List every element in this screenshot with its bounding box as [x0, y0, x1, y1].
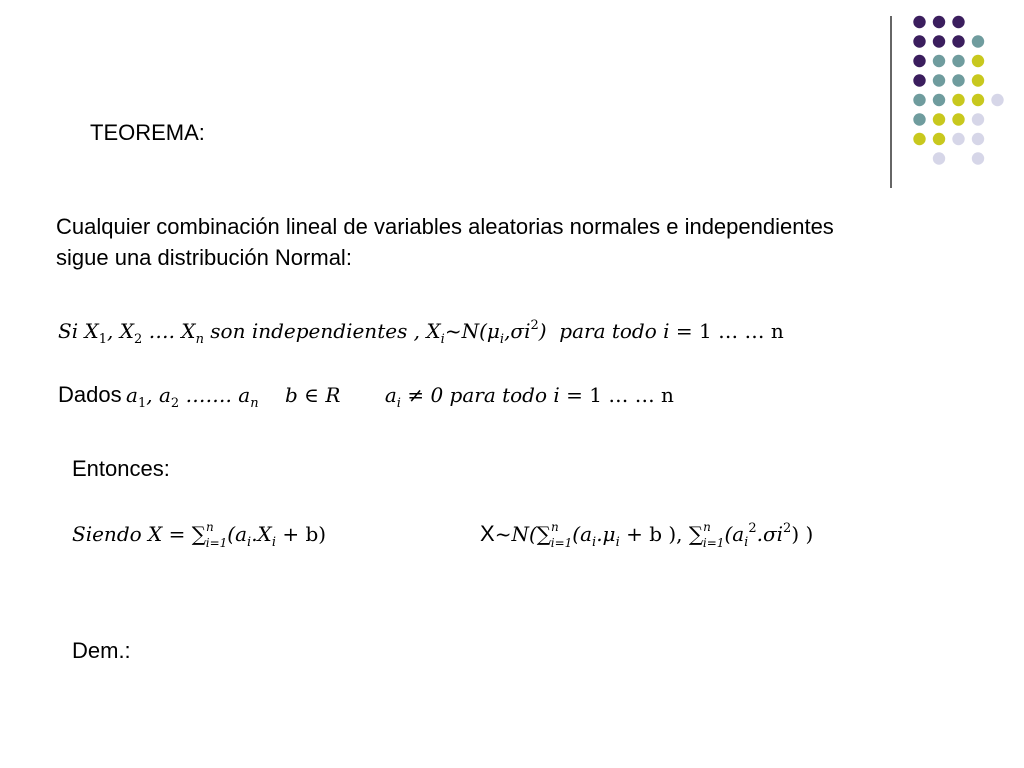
decorative-dot	[972, 133, 984, 145]
decorative-dot-grid	[0, 0, 1024, 200]
siendo-expr-tail: + b)	[282, 522, 327, 546]
decorative-vertical-line	[890, 16, 892, 188]
distribution-var-tail: ) )	[791, 522, 814, 546]
siendo-expr-head: X = ∑	[148, 522, 207, 546]
decorative-dot	[913, 55, 925, 67]
decorative-dot	[913, 16, 925, 28]
dados-line: Dados $a_1$, $a_2$ ……. $a_n$ b ∈ R $a_i \ne 0$ para todo i = 1 … … n	[58, 382, 674, 411]
decorative-dot	[913, 35, 925, 47]
decorative-dot	[952, 16, 964, 28]
decorative-dot	[952, 94, 964, 106]
premise-formula: Si $X_1$, $X_2$ …. $X_n$ son independientes , $X_i\sim N(\mu_i,\sigma i^2)$ para todo i = 1 … … n	[58, 318, 784, 347]
dados-b-in-r: b ∈ R	[285, 383, 341, 407]
decorative-dot	[952, 113, 964, 125]
decorative-dot	[933, 94, 945, 106]
decorative-dot	[913, 94, 925, 106]
decorative-dot	[913, 113, 925, 125]
dados-range: = 1 … … n	[566, 383, 674, 407]
theorem-statement-line2: sigue una distribución Normal:	[56, 245, 352, 270]
distribution-tilde-n: ~N(∑	[494, 522, 552, 546]
decorative-dot	[972, 152, 984, 164]
decorative-dot	[952, 55, 964, 67]
slide-heading: TEOREMA:	[90, 120, 205, 145]
decorative-dot	[913, 133, 925, 145]
decorative-dot	[952, 35, 964, 47]
dados-label: Dados	[58, 382, 122, 407]
distribution-formula: $X\sim N(\sum^n_{i=1}(a_i.\mu_i + b$ ), $\sum^n_{i=1}(a_i^2.\sigma i^2)$ )	[480, 520, 814, 550]
decorative-dot	[913, 74, 925, 86]
decorative-dot	[972, 94, 984, 106]
decorative-dot	[952, 74, 964, 86]
decorative-dot	[933, 152, 945, 164]
entonces-label: Entonces:	[72, 456, 170, 481]
premise-range: = 1 … … n	[675, 319, 784, 343]
decorative-dot	[933, 55, 945, 67]
decorative-dot	[972, 55, 984, 67]
premise-para-todo: para todo	[559, 319, 657, 343]
distribution-sum2: ∑	[688, 522, 704, 546]
decorative-dot	[972, 74, 984, 86]
theorem-statement-line1: Cualquier combinación lineal de variables aleatorias normales e independientes	[56, 214, 834, 239]
decorative-dot	[972, 113, 984, 125]
siendo-formula: Siendo $X = \sum^n_{i=1}(a_i.X_i + b)$	[72, 520, 327, 550]
siendo-word: Siendo	[72, 522, 142, 546]
decorative-dot	[933, 113, 945, 125]
decorative-dot	[952, 133, 964, 145]
decorative-dot	[933, 74, 945, 86]
decorative-dot	[933, 16, 945, 28]
premise-si: Si	[58, 319, 79, 343]
dados-condition: ≠ 0 para todo	[407, 383, 548, 407]
decorative-dot	[933, 35, 945, 47]
premise-dots: ….	[148, 319, 175, 343]
premise-independent: son independientes ,	[203, 319, 421, 343]
decorative-dot	[991, 94, 1003, 106]
decorative-dot	[933, 133, 945, 145]
dados-dots: …….	[185, 383, 232, 407]
distribution-mean-tail: + b ),	[626, 522, 683, 546]
dem-label: Dem.:	[72, 638, 131, 663]
decorative-dot	[972, 35, 984, 47]
distribution-x: X	[480, 521, 495, 546]
